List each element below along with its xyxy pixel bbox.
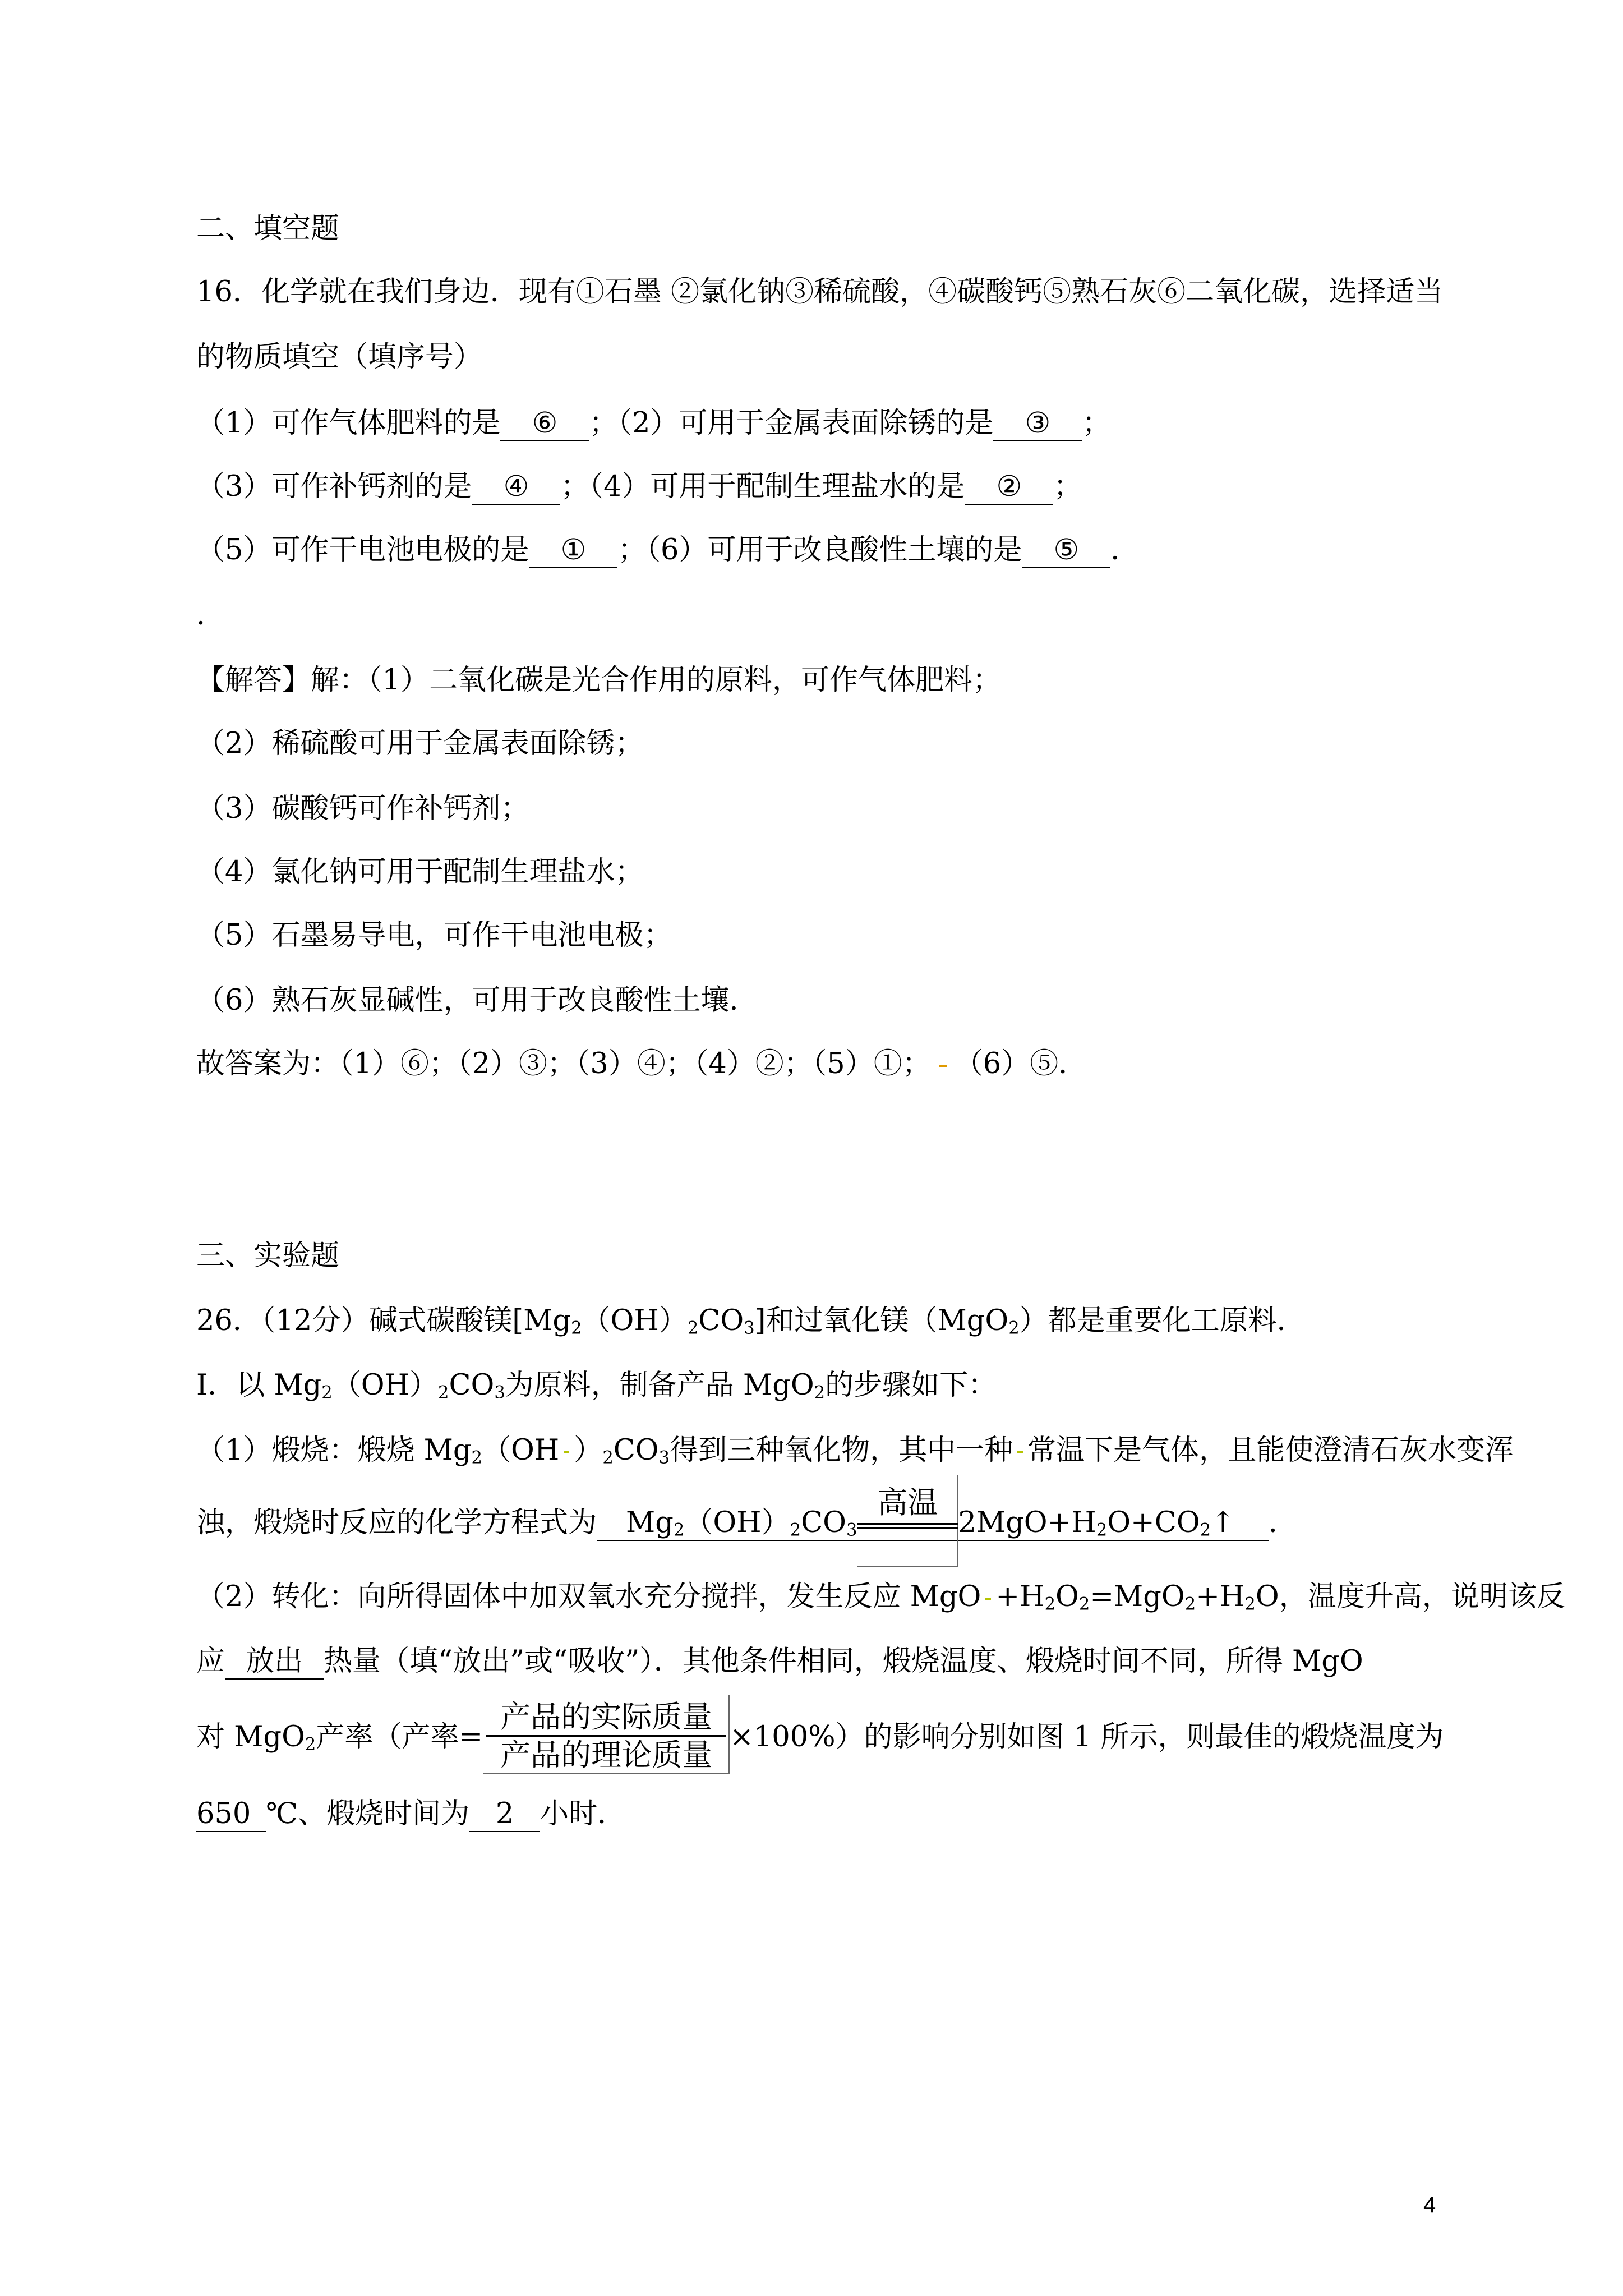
page-number: 4 [1423,2193,1436,2217]
subscript: 2 [305,1734,316,1755]
blank-punct: ； [1053,470,1082,503]
q16-blank-row [196,467,1082,507]
subscript: 2 [1078,1594,1090,1614]
blank-prompt: （6）可用于改良酸性土壤的是 [646,533,1022,567]
q26-part1-title [196,1366,997,1405]
text-run: 对 MgO [196,1720,305,1754]
text-run: CO [613,1434,659,1467]
q26-step2-line [196,1642,1363,1681]
q26-step2-line [196,1699,1444,1773]
text-run: 应 [196,1645,225,1678]
text-run: 热量（填“放出”或“吸收”）．其他条件相同，煅烧温度、煅烧时间不同，所得 MgO [324,1645,1363,1678]
text-run: CO [449,1369,495,1402]
text-run: （OH [482,1434,560,1467]
fraction-denominator: 产品的理论质量 [500,1737,713,1773]
reactant: Mg [626,1506,674,1539]
blank-prompt: （2）可用于金属表面除锈的是 [617,407,994,440]
text-run: ℃、煅烧时间为 [266,1797,470,1830]
blank-prompt: （1）可作气体肥料的是 [196,407,501,440]
subscript: 2 [790,1520,801,1540]
reactant: CO [801,1506,846,1539]
subscript: 2 [1044,1594,1056,1614]
text-run: 小时． [540,1797,626,1830]
subscript: 3 [846,1520,857,1540]
product: 2MgO+H [958,1506,1096,1539]
text-run: 产率（产率= [316,1720,483,1754]
text-run: （1）煅烧：煅烧 Mg [196,1434,472,1467]
stray-period: ． [196,599,225,632]
text-run: Ⅰ．以 Mg [196,1369,322,1402]
double-equals-line [857,1523,958,1529]
text-run: ） [574,1434,603,1467]
subscript: 2 [1244,1594,1256,1614]
reactant: （OH） [684,1506,790,1539]
q26-step2-line [196,1577,1565,1617]
subscript: 2 [687,1318,699,1338]
text-run: ×100%）的影响分别如图 1 所示，则最佳的煅烧温度为 [730,1720,1444,1754]
q16-stem-line: 的物质填空（填序号） [196,341,483,374]
highlight-mark [939,1065,947,1067]
answer-blank: ③ [993,406,1082,441]
text-run: O，温度升高，说明该反 [1255,1580,1565,1613]
solution-line: （3）碳酸钙可作补钙剂； [196,792,529,825]
blank-punct: ； [1082,407,1111,440]
text-run: 常温下是气体，且能使澄清石灰水变浑 [1027,1434,1514,1467]
subscript: 2 [1200,1520,1211,1540]
subscript: 2 [1184,1594,1196,1614]
solution-line: （2）稀硫酸可用于金属表面除锈； [196,727,644,760]
text-run: 26．（12分）碱式碳酸镁[Mg [196,1304,571,1337]
subscript: 2 [571,1318,582,1338]
solution-line: （6）熟石灰显碱性，可用于改良酸性土壤． [196,984,758,1017]
answer-blank: 2 [469,1797,540,1832]
highlight-mark [985,1598,991,1600]
q16-stem-line: 16．化学就在我们身边．现有①石墨 ②氯化钠③稀硫酸，④碳酸钙⑤熟石灰⑥二氧化碳，选择适当 [196,275,1444,309]
answer-blank: ① [529,533,617,568]
q26-step2-line [196,1795,626,1834]
blank-punct: ； [589,407,618,440]
subscript: 2 [602,1448,614,1468]
section-heading-fill-blank: 二、填空题 [196,212,340,245]
text-run: ]和过氧化镁（MgO [754,1304,1009,1337]
subscript: 3 [744,1318,755,1338]
q16-blank-row [196,404,1110,443]
text-run: 为原料，制备产品 MgO [505,1369,814,1402]
fraction-bar [486,1735,726,1737]
text-run: +H [1196,1580,1245,1613]
text-run: =MgO [1090,1580,1185,1613]
subscript: 2 [471,1448,482,1468]
blank-prompt: （3）可作补钙剂的是 [196,470,472,503]
subscript: 2 [1096,1520,1108,1540]
subscript: 2 [814,1383,826,1403]
blank-prompt: （5）可作干电池电极的是 [196,533,529,567]
text-run: +H [995,1580,1045,1613]
text-run: （OH） [332,1369,438,1402]
subscript: 2 [673,1520,685,1540]
blank-punct: ； [617,533,647,567]
answer-blank: ⑥ [500,406,589,441]
q26-step1-line [196,1431,1514,1470]
text-run: （2）转化：向所得固体中加双氧水充分搅拌，发生反应 MgO [196,1580,981,1613]
subscript: 2 [1008,1318,1020,1338]
answer-blank: ② [965,470,1053,505]
subscript: 3 [658,1448,670,1468]
subscript: 3 [494,1383,505,1403]
solution-line: （5）石墨易导电，可作干电池电极； [196,919,672,952]
fraction-numerator: 产品的实际质量 [500,1699,713,1734]
blank-prompt: （4）可用于配制生理盐水的是 [589,470,965,503]
subscript: 2 [321,1383,333,1403]
highlight-mark [1017,1451,1023,1453]
text-run: 得到三种氧化物，其中一种 [670,1434,1013,1467]
answer-blank: ④ [472,470,560,505]
product: O+CO [1107,1506,1200,1539]
q26-step1-equation-line [196,1485,1297,1543]
highlight-mark [564,1451,569,1453]
text-run: （OH） [582,1304,688,1337]
solution-line: 【解答】解：（1）二氧化碳是光合作用的原料，可作气体肥料； [196,664,1001,697]
answer-summary-text: （6）⑤． [954,1047,1087,1080]
text-run: ）都是重要化工原料． [1019,1304,1306,1337]
section-heading-experiment: 三、实验题 [196,1239,340,1272]
solution-line: （4）氯化钠可用于配制生理盐水； [196,855,644,889]
chemical-equation [597,1485,1269,1541]
blank-punct: ． [1110,533,1140,567]
text-run: ． [1268,1506,1297,1539]
gas-arrow: ↑ [1211,1506,1235,1539]
text-run: O [1055,1580,1079,1613]
blank-punct: ； [560,470,589,503]
text-run: CO [698,1304,744,1337]
text-run: 浊，煅烧时反应的化学方程式为 [196,1506,597,1539]
answer-summary [196,1045,1087,1084]
text-run: 的步骤如下： [825,1369,997,1402]
q26-intro [196,1301,1306,1341]
answer-blank: 650 [196,1797,266,1832]
answer-summary-text: 故答案为：（1）⑥；（2）③；（3）④；（4）②；（5）①； [196,1047,931,1080]
subscript: 2 [438,1383,449,1403]
reaction-condition: 高温 [877,1485,938,1520]
answer-blank: ⑤ [1022,533,1110,568]
answer-blank: 放出 [225,1644,324,1680]
q16-blank-row [196,531,1139,570]
